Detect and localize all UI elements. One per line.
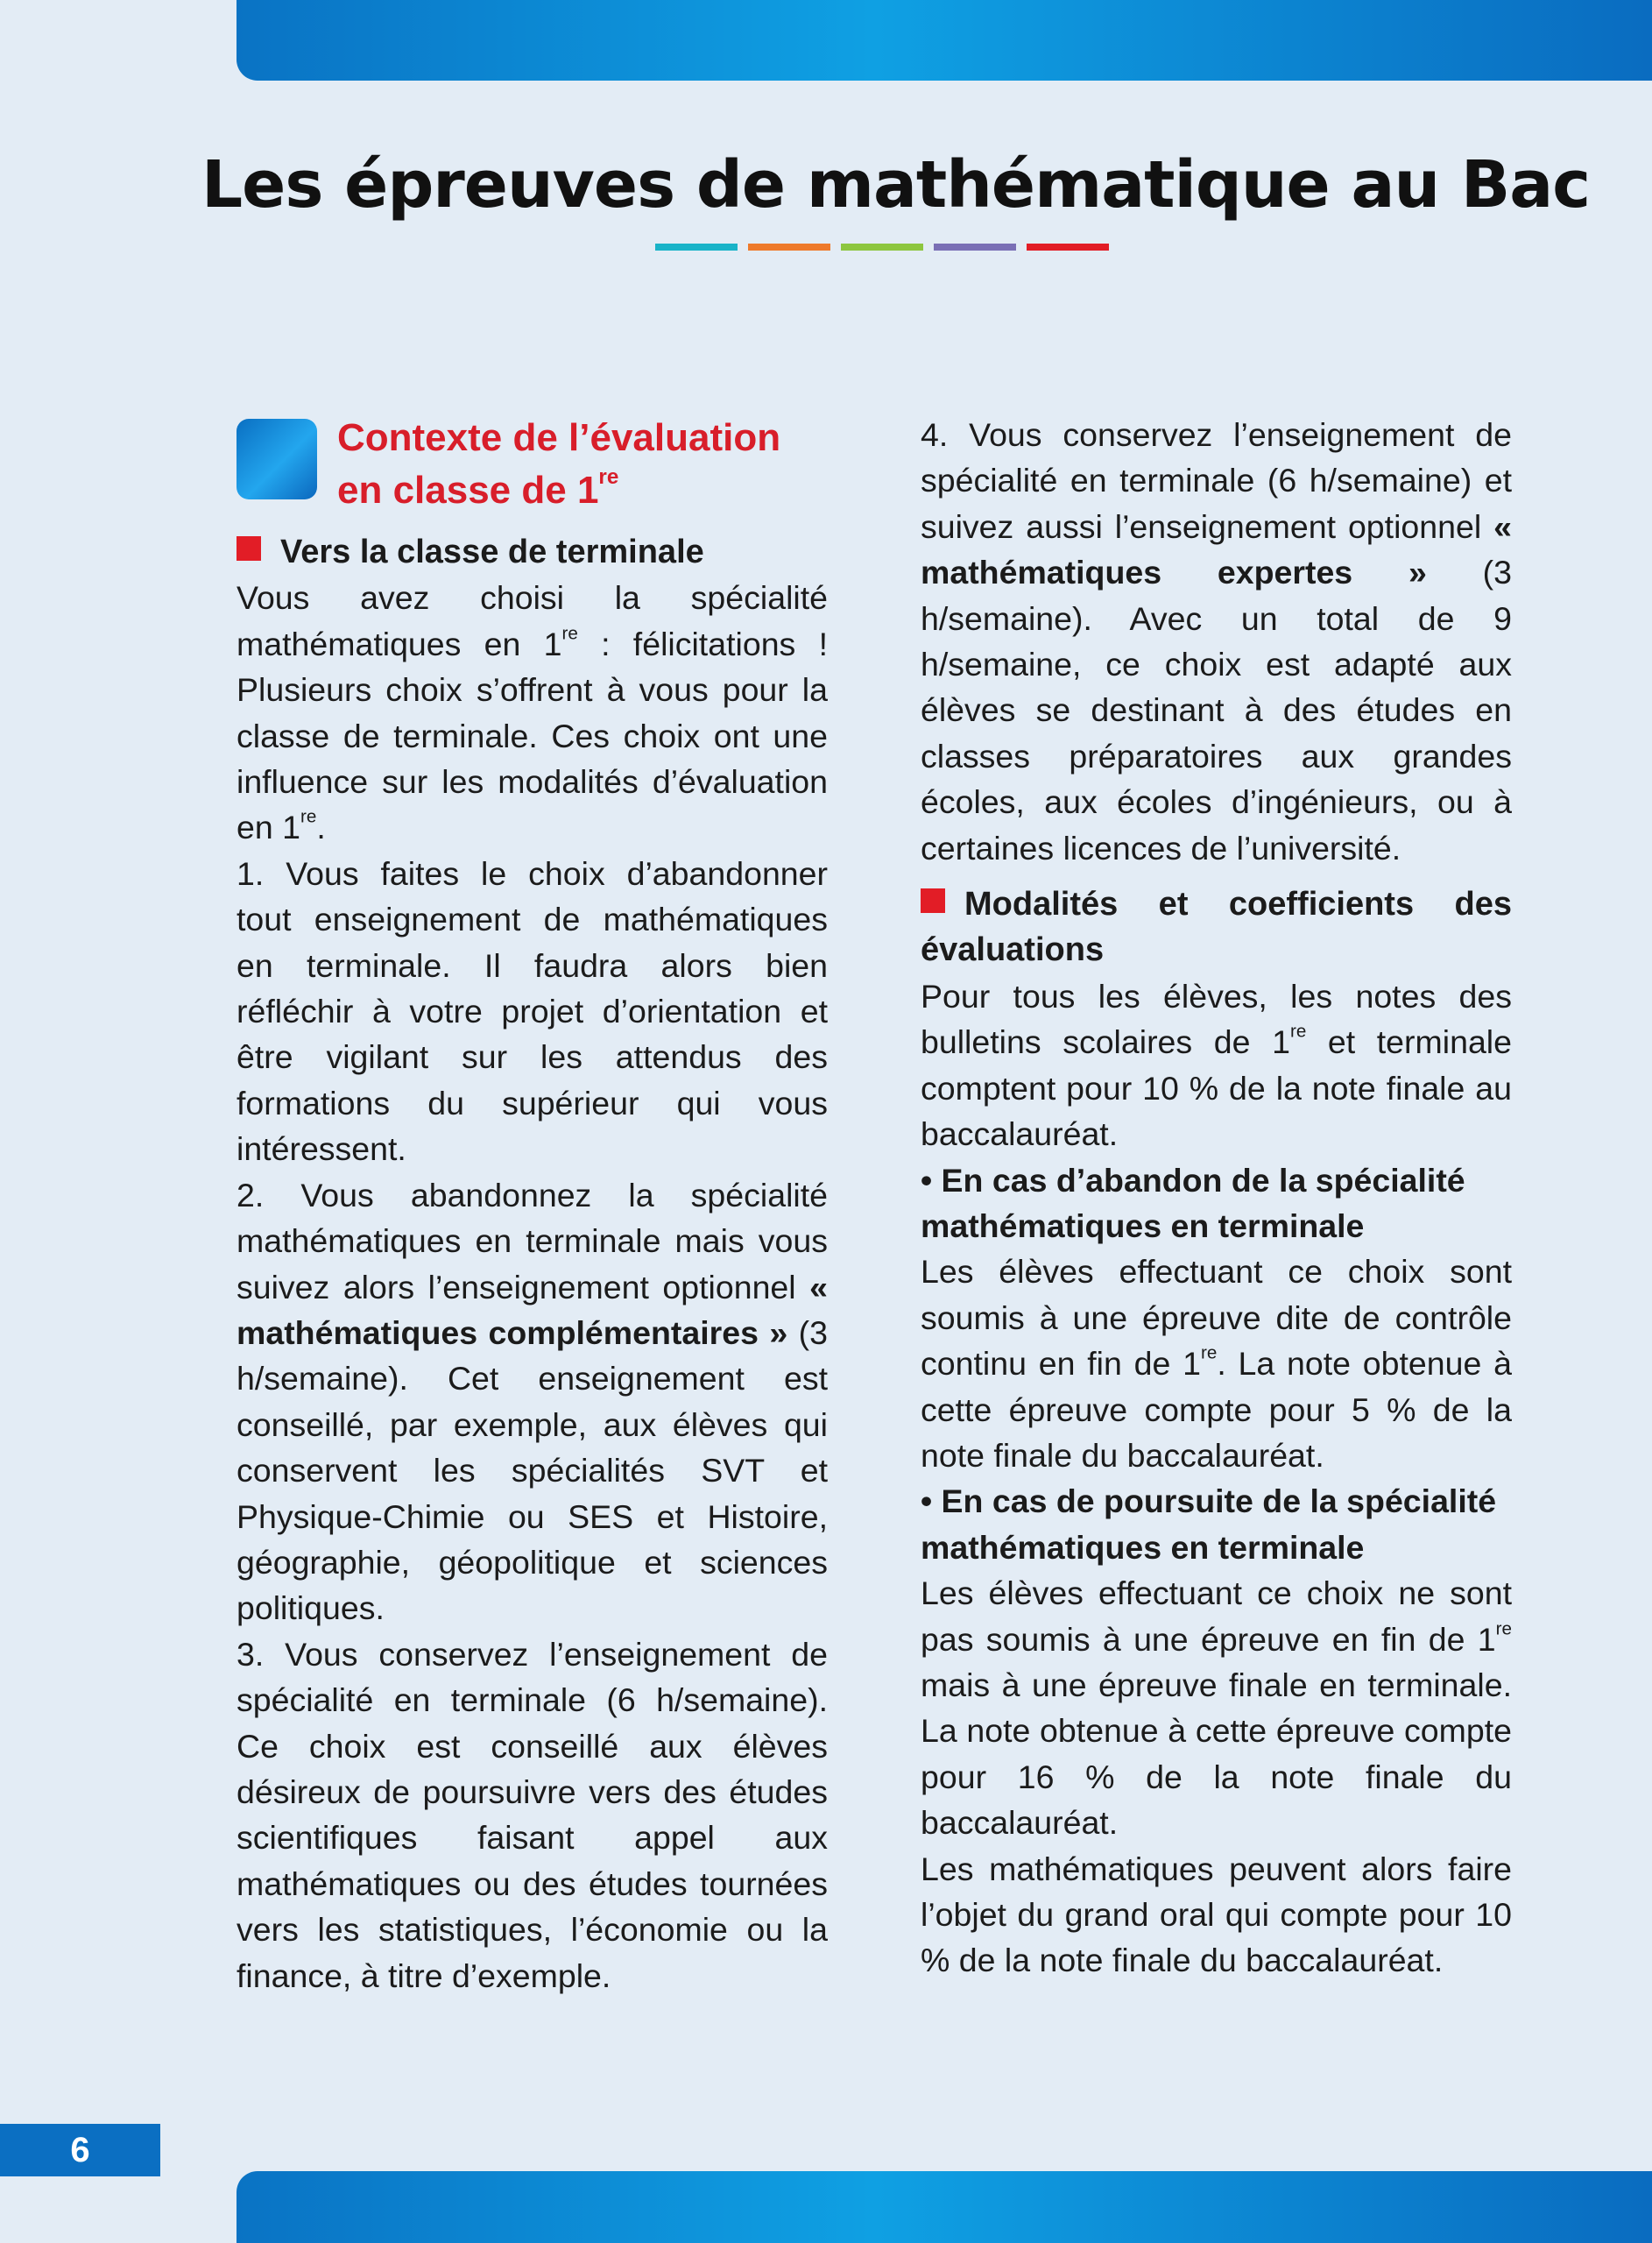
choice-item-1: 1. Vous faites le choix d’abandonner tout enseignement de mathématiques en terminale. Il faudra alors bien réfléchir à votre projet d’orientation et être vigilant sur les attendus des formations du supérieur qui vous intéressent. <box>237 854 828 1168</box>
grand-oral-paragraph: Les mathématiques peuvent alors faire l’objet du grand oral qui compte pour 10 % de la note finale du baccalauréat. <box>921 1850 1512 1979</box>
subsection-title-terminale: Vers la classe de terminale <box>237 529 828 575</box>
dash-1 <box>655 244 738 251</box>
dash-2 <box>748 244 830 251</box>
modalites-paragraph: Pour tous les élèves, les notes des bulletins scolaires de 1re et terminale comptent pour 10 % de la note finale au baccalauréat. <box>921 977 1512 1153</box>
page-title: Les épreuves de mathématique au Bac <box>201 147 1591 223</box>
red-square-icon <box>237 536 261 561</box>
bullet-abandon-title: • En cas d’abandon de la spécialité mathématiques en terminale <box>921 1161 1465 1244</box>
choice-item-2: 2. Vous abandonnez la spécialité mathématiques en terminale mais vous suivez alors l’enseignement optionnel « mathématiques complémentaires » (3 h/semaine). Cet enseignement est conseillé, par exemple, aux élèves qui conservent les spécialités SVT et Physique-Chimie ou SES et Histoire, géographie, géopolitique et sciences politiques. <box>237 1176 828 1627</box>
section-square-icon <box>237 419 317 499</box>
bottom-banner <box>237 2171 1652 2243</box>
dash-3 <box>841 244 923 251</box>
red-square-icon <box>921 888 945 913</box>
choice-item-4: 4. Vous conservez l’enseignement de spécialité en terminale (6 h/semaine) et suivez aussi l’enseignement optionnel « mathématiques expertes » (3 h/semaine). Avec un total de 9 h/semaine, ce choix est adapté aux élèves se destinant à des études en classes préparatoires aux grandes écoles, aux écoles d’ingénieurs, ou à certaines licences de l’université. <box>921 416 1513 867</box>
dash-5 <box>1027 244 1109 251</box>
page-number: 6 <box>0 2124 160 2176</box>
section-title: Contexte de l’évaluation en classe de 1re <box>337 416 781 512</box>
dash-4 <box>934 244 1016 251</box>
left-column <box>237 412 828 1999</box>
subsection-title-modalites: Modalités et coefficients des évaluations <box>921 886 1512 969</box>
right-column <box>921 412 1512 1984</box>
top-banner <box>237 0 1652 81</box>
intro-paragraph: Vous avez choisi la spécialité mathématiques en 1re : félicitations ! Plusieurs choix s’offrent à vous pour la classe de terminale. Ces choix ont une influence sur les modalités d’évaluation en 1re. <box>237 579 828 846</box>
section-header <box>237 412 828 524</box>
bullet-abandon-text: Les élèves effectuant ce choix sont soumis à une épreuve dite de contrôle continu en fin de 1re. La note obtenue à cette épreuve compte pour 5 % de la note finale du baccalauréat. <box>921 1253 1513 1474</box>
bullet-poursuite-title: • En cas de poursuite de la spécialité mathématiques en terminale <box>921 1482 1497 1566</box>
bullet-poursuite-text: Les élèves effectuant ce choix ne sont pas soumis à une épreuve en fin de 1re mais à une épreuve finale en terminale. La note obtenue à cette épreuve compte pour 16 % de la note finale du baccalauréat. <box>921 1574 1512 1842</box>
choice-item-3: 3. Vous conservez l’enseignement de spécialité en terminale (6 h/semaine). Ce choix est conseillé aux élèves désireux de poursuivre vers des études scientifiques faisant appel aux mathématiques ou des études tournées vers les statistiques, l’économie ou la finance, à titre d’exemple. <box>237 1635 828 1994</box>
